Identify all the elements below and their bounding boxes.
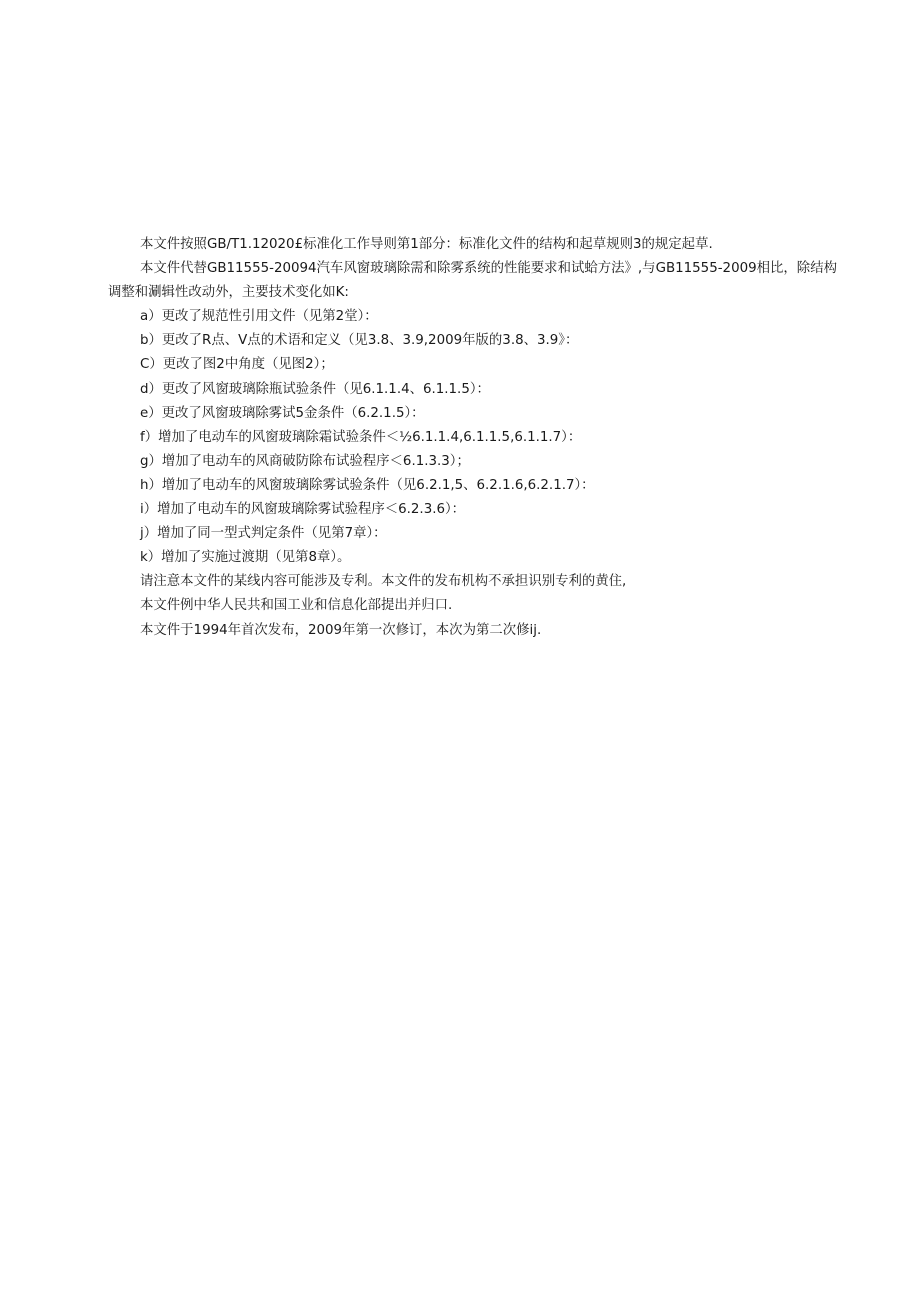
paragraph-patent-notice: 请注意本文件的某线内容可能涉及专利。本文件的发布机构不承担识别专利的黄住,: [140, 574, 627, 590]
list-item: a）更改了规范性引用文件（见第2堂）：: [140, 309, 378, 325]
list-item: k）增加了实施过渡期（见第8章）。: [140, 550, 351, 566]
changes-list: [108, 305, 838, 570]
paragraph-proposer: 本文件例中华人民共和国工业和信息化部提出并归口.: [140, 598, 453, 614]
list-item: C）更改了图2中角度（见图2）；: [140, 357, 334, 373]
list-item: d）更改了风窗玻璃除瓶试验条件（见6.1.1.4、6.1.1.5）：: [140, 381, 490, 397]
paragraph-replacement: 本文件代替GB11555-20094汽车风窗玻璃除需和除雾系统的性能要求和试蛤方法》,与GB11555-2009相比，除结构调整和涮辑性改动外，主要技术变化如K:: [108, 261, 837, 301]
list-item: g）增加了电动车的风商破防除布试验程序＜6.1.3.3）；: [140, 453, 470, 469]
list-item: f）增加了电动车的风窗玻璃除霜试验条件＜½6.1.1.4,6.1.1.5,6.1.1.7）：: [140, 429, 582, 445]
paragraph-drafting-rules: 本文件按照GB/T1.12020£标准化工作导则第1部分：标准化文件的结构和起草规则3的规定起草.: [140, 237, 713, 252]
foreword-text: [108, 233, 838, 643]
list-item: h）增加了电动车的风窗玻璃除雾试验条件（见6.2.1,5、6.2.1.6,6.2.1.7）：: [140, 477, 595, 493]
list-item: b）更改了R点、V点的术语和定义（见3.8、3.9,2009年版的3.8、3.9》：: [140, 333, 579, 349]
paragraph-history: 本文件于1994年首次发布，2009年第一次修订，本次为第二次修ij.: [140, 622, 542, 638]
list-item: j）增加了同一型式判定条件（见第7章）：: [140, 526, 387, 542]
list-item: i）增加了电动车的风窗玻璃除雾试验程序＜6.2.3.6）：: [140, 502, 466, 518]
list-item: e）更改了风窗玻璃除雾试5金条件（6.2.1.5）：: [140, 405, 425, 421]
